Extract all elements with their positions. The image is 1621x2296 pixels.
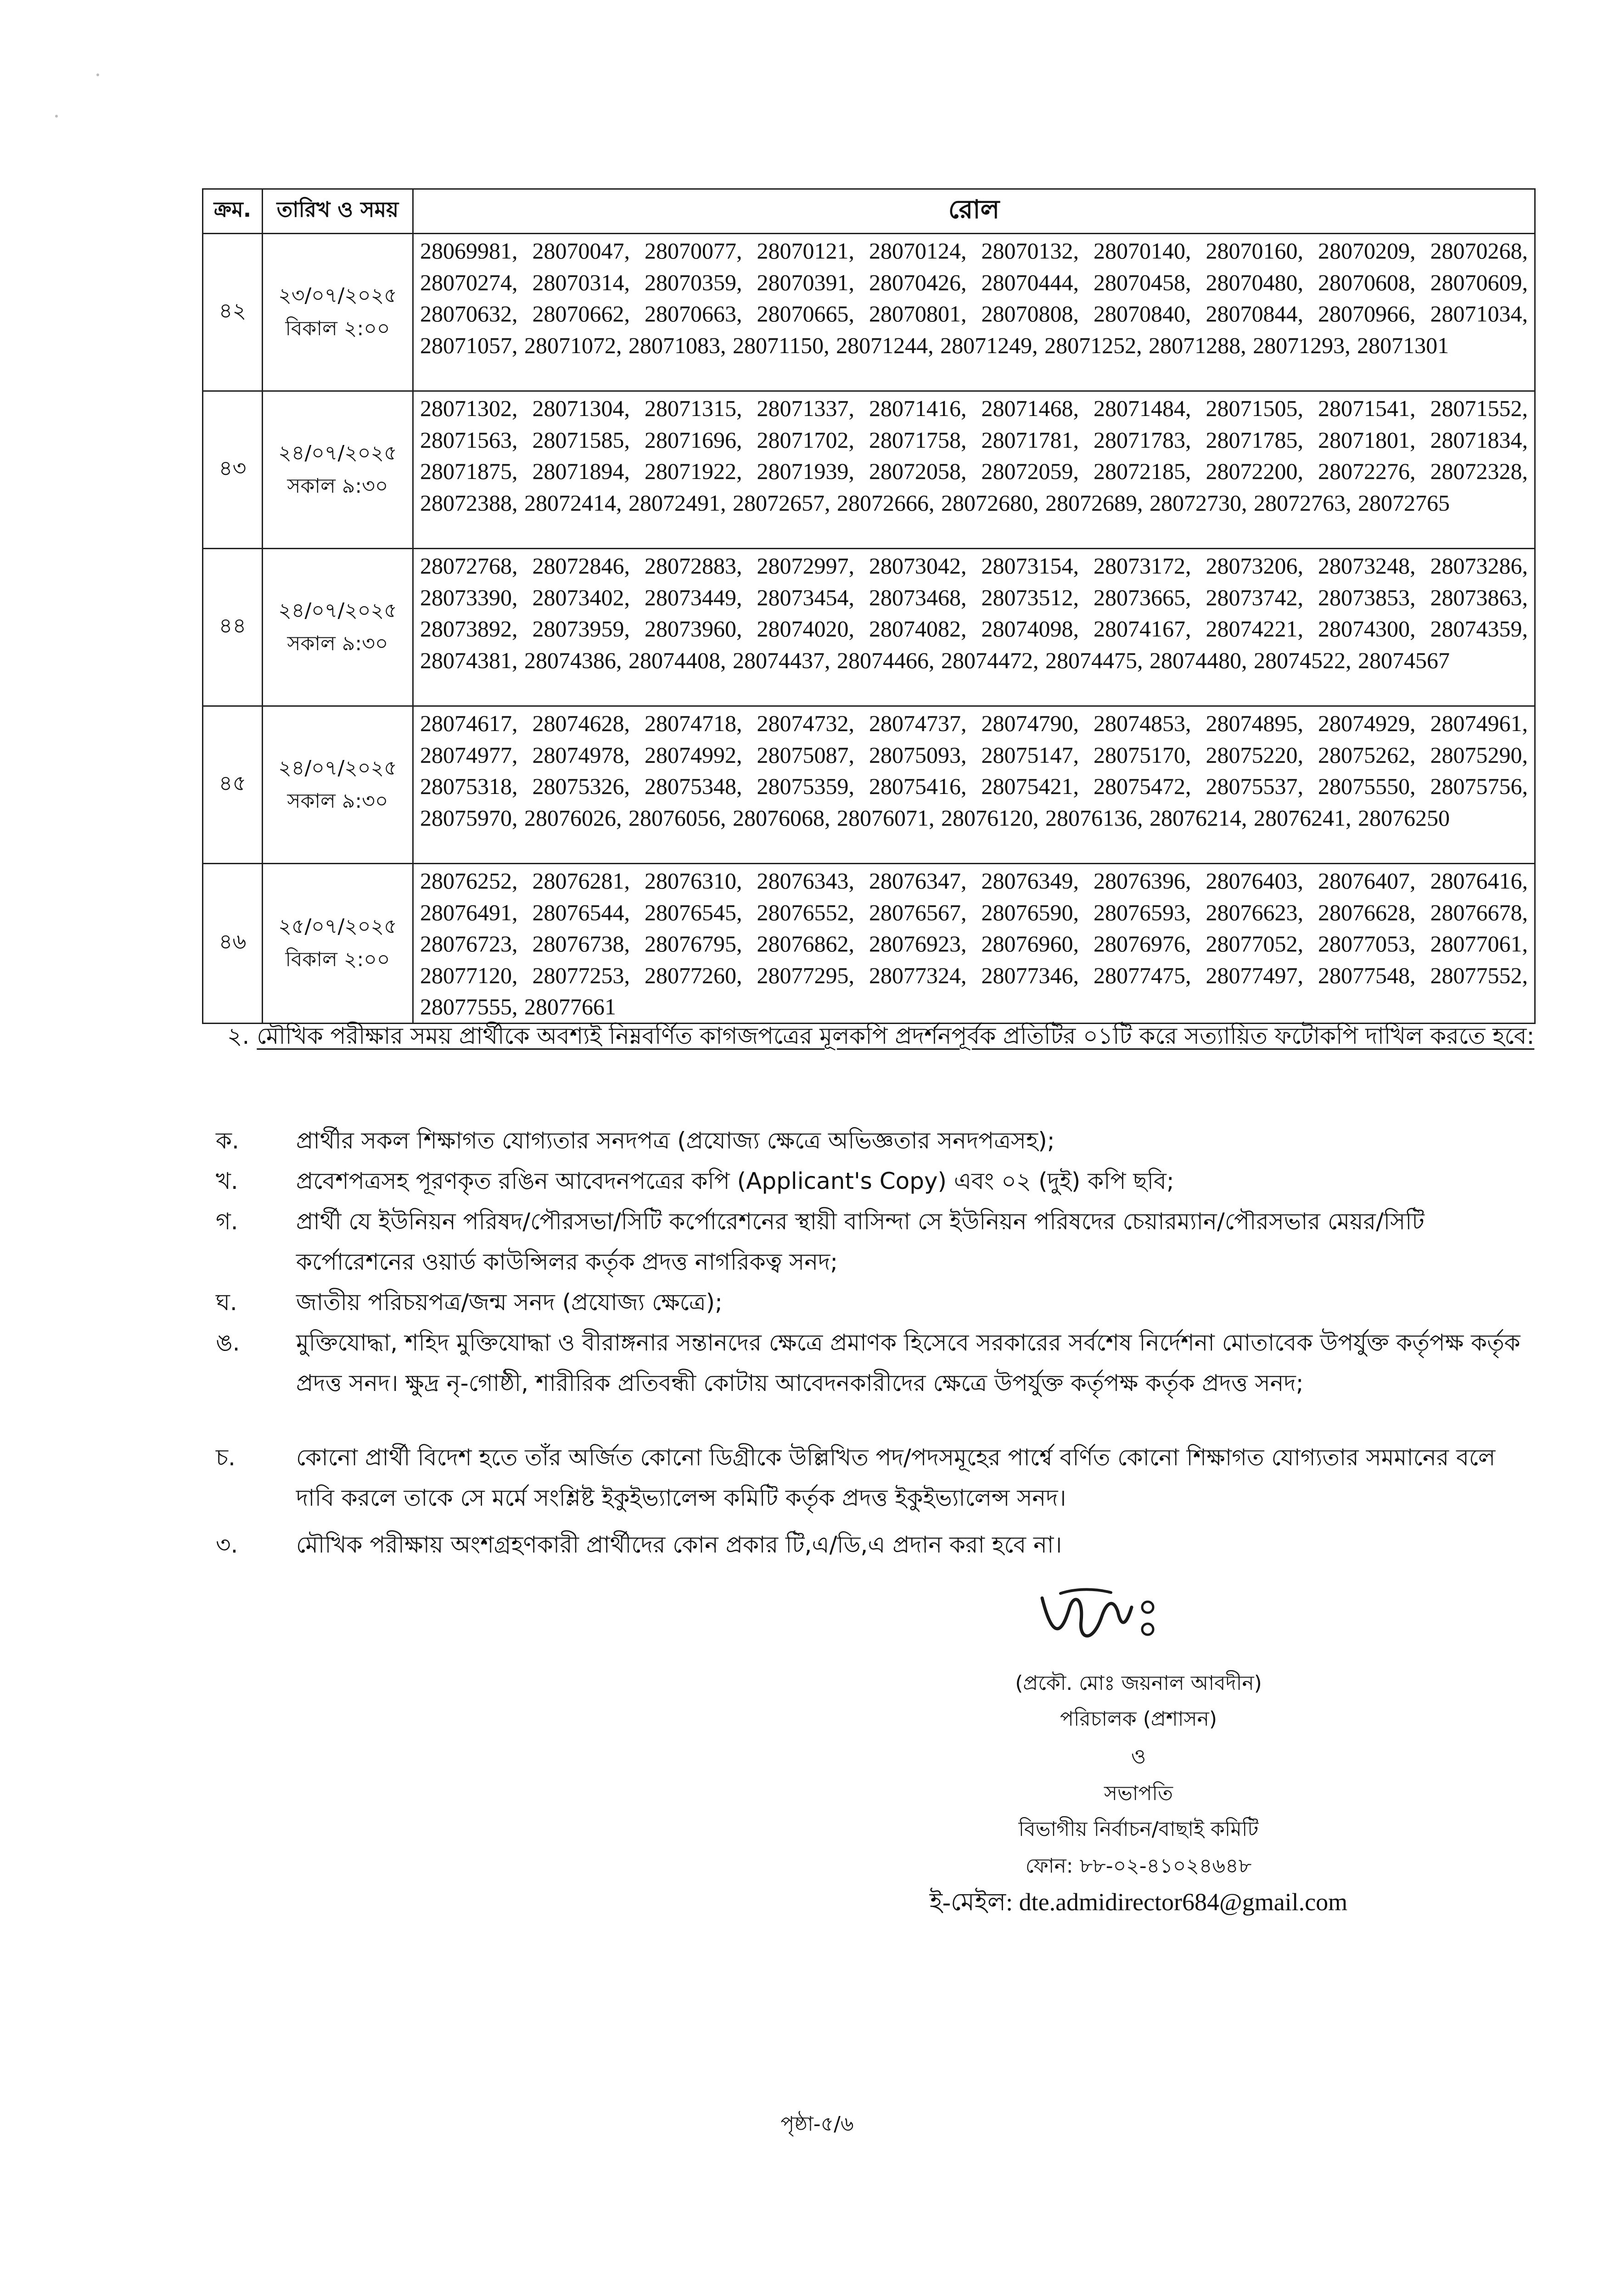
row-date: ২৪/০৭/২০২৫ [278,756,397,780]
table-row [203,549,1535,706]
document-item-mark: চ. [216,1444,236,1471]
header-serial: ক্রম. [203,189,263,234]
table-header-row [203,189,1535,234]
table-row [203,864,1535,1024]
row-time: সকাল ৯:৩০ [287,789,388,813]
row-datetime [263,706,413,864]
header-datetime: তারিখ ও সময় [263,189,413,234]
row-time: বিকাল ২:০০ [285,948,390,972]
page-number: পৃষ্ঠা-৫/৬ [780,2112,854,2136]
row-roll-numbers: 28074617, 28074628, 28074718, 28074732, 28074737, 28074790, 28074853, 28074895, 28074929, 28074961, 28074977, 28074978, 28074992, 28075087, 28075093, 28075147, 28075170, 28075220, 28075262, 28075290, 28075318, 28075326, 28075348, 28075359, 28075416, 28075421, 28075472, 28075537, 28075550, 28075756, 28075970, 28076026, 28076056, 28076068, 28076071, 28076120, 28076136, 28076214, 28076241, 28076250 [413,706,1535,864]
header-roll: রোল [413,189,1535,234]
row-roll-numbers: 28072768, 28072846, 28072883, 28072997, 28073042, 28073154, 28073172, 28073206, 28073248, 28073286, 28073390, 28073402, 28073449, 28073454, 28073468, 28073512, 28073665, 28073742, 28073853, 28073863, 28073892, 28073959, 28073960, 28074020, 28074082, 28074098, 28074167, 28074221, 28074300, 28074359, 28074381, 28074386, 28074408, 28074437, 28074466, 28074472, 28074475, 28074480, 28074522, 28074567 [413,549,1535,706]
row-roll-numbers: 28076252, 28076281, 28076310, 28076343, 28076347, 28076349, 28076396, 28076403, 28076407, 28076416, 28076491, 28076544, 28076545, 28076552, 28076567, 28076590, 28076593, 28076623, 28076628, 28076678, 28076723, 28076738, 28076795, 28076862, 28076923, 28076960, 28076976, 28077052, 28077053, 28077061, 28077120, 28077253, 28077260, 28077295, 28077324, 28077346, 28077475, 28077497, 28077548, 28077552, 28077555, 28077661 [413,864,1535,1024]
row-date: ২৪/০৭/২০২৫ [278,441,397,465]
row-roll-numbers: 28069981, 28070047, 28070077, 28070121, 28070124, 28070132, 28070140, 28070160, 28070209, 28070268, 28070274, 28070314, 28070359, 28070391, 28070426, 28070444, 28070458, 28070480, 28070608, 28070609, 28070632, 28070662, 28070663, 28070665, 28070801, 28070808, 28070840, 28070844, 28070966, 28071034, 28071057, 28071072, 28071083, 28071150, 28071244, 28071249, 28071252, 28071288, 28071293, 28071301 [413,234,1535,391]
document-item-mark: গ. [216,1208,238,1235]
row-date: ২৩/০৭/২০২৫ [278,284,397,307]
row-datetime [263,864,413,1024]
document-item-text: প্রবেশপত্রসহ পূরণকৃত রঙিন আবেদনপত্রের কপি (Applicant's Copy) এবং ০২ (দুই) কপি ছবি; [296,1168,1174,1194]
table-row [203,234,1535,391]
signatory-conjunction: ও [1131,1745,1146,1768]
row-date: ২৪/০৭/২০২৫ [278,599,397,622]
row-time: সকাল ৯:৩০ [287,474,388,498]
row-serial: ৪২ [203,234,263,391]
scan-speck [96,73,99,76]
instruction-3-number: ৩. [216,1531,238,1558]
scan-speck [55,115,58,118]
signatory-phone: ফোন: ৮৮-০২-৪১০২৪৬৪৮ [1025,1854,1252,1878]
signatory-role: সভাপতি [1104,1782,1173,1805]
instruction-2-text: মৌখিক পরীক্ষার সময় প্রার্থীকে অবশ্যই নিম্নবর্ণিত কাগজপত্রের মূলকপি প্রদর্শনপূর্বক প্রতিটির ০১টি করে সত্যায়িত ফটোকপি দাখিল করতে হবে: [257,1023,1535,1049]
row-serial: ৪৩ [203,391,263,549]
row-datetime [263,549,413,706]
signatory-email: ই-মেইল: dte.admidirector684@gmail.com [929,1888,1348,1916]
interview-schedule-table [202,188,1536,1024]
signatory-name: (প্রকৌ. মোঃ জয়নাল আবদীন) [1015,1671,1262,1695]
row-serial: ৪৫ [203,706,263,864]
instruction-2-number: ২. [227,1023,250,1049]
row-roll-numbers: 28071302, 28071304, 28071315, 28071337, 28071416, 28071468, 28071484, 28071505, 28071541, 28071552, 28071563, 28071585, 28071696, 28071702, 28071758, 28071781, 28071783, 28071785, 28071801, 28071834, 28071875, 28071894, 28071922, 28071939, 28072058, 28072059, 28072185, 28072200, 28072276, 28072328, 28072388, 28072414, 28072491, 28072657, 28072666, 28072680, 28072689, 28072730, 28072763, 28072765 [413,391,1535,549]
signatory-committee: বিভাগীয় নির্বাচন/বাছাই কমিটি [1018,1818,1259,1841]
document-item-mark: ঙ. [216,1329,240,1356]
document-item-text: জাতীয় পরিচয়পত্র/জন্ম সনদ (প্রযোজ্য ক্ষেত্রে); [296,1289,723,1316]
instruction-3-text: মৌখিক পরীক্ষায় অংশগ্রহণকারী প্রার্থীদের কোন প্রকার টি,এ/ডি,এ প্রদান করা হবে না। [296,1531,1062,1558]
table-row [203,391,1535,549]
document-item-text: কোনো প্রার্থী বিদেশ হতে তাঁর অর্জিত কোনো ডিগ্রীকে উল্লিখিত পদ/পদসমূহের পার্শ্বে বর্ণিত কোনো শিক্ষাগত যোগ্যতার সমমানের বলে দাবি করলে তাকে সে মর্মে সংশ্লিষ্ট ইকুইভ্যালেন্স কমিটি কর্তৃক প্রদত্ত ইকুইভ্যালেন্স সনদ। [296,1444,1496,1511]
row-serial: ৪৬ [203,864,263,1024]
row-datetime [263,391,413,549]
row-serial: ৪৪ [203,549,263,706]
document-item-text: প্রার্থী যে ইউনিয়ন পরিষদ/পৌরসভা/সিটি কর্পোরেশনের স্থায়ী বাসিন্দা সে ইউনিয়ন পরিষদের চেয়ারম্যান/পৌরসভার মেয়র/সিটি কর্পোরেশনের ওয়ার্ড কাউন্সিলর কর্তৃক প্রদত্ত নাগরিকত্ব সনদ; [296,1208,1425,1275]
handwritten-signature-icon [1033,1580,1171,1653]
signatory-designation: পরিচালক (প্রশাসন) [1060,1707,1217,1731]
document-item-text: মুক্তিযোদ্ধা, শহিদ মুক্তিযোদ্ধা ও বীরাঙ্গনার সন্তানদের ক্ষেত্রে প্রমাণক হিসেবে সরকারের সর্বশেষ নির্দেশনা মোতাবেক উপর্যুক্ত কর্তৃপক্ষ কর্তৃক প্রদত্ত সনদ। ক্ষুদ্র নৃ-গোষ্ঠী, শারীরিক প্রতিবন্ধী কোটায় আবেদনকারীদের ক্ষেত্রে উপর্যুক্ত কর্তৃপক্ষ কর্তৃক প্রদত্ত সনদ; [296,1329,1520,1396]
document-item-mark: ঘ. [216,1289,237,1316]
document-item-mark: খ. [216,1168,238,1194]
row-time: সকাল ৯:৩০ [287,632,388,655]
document-item-mark: ক. [216,1127,239,1154]
row-date: ২৫/০৭/২০২৫ [278,915,397,939]
document-item-text: প্রার্থীর সকল শিক্ষাগত যোগ্যতার সনদপত্র (প্রযোজ্য ক্ষেত্রে অভিজ্ঞতার সনদপত্রসহ); [296,1127,1055,1154]
instruction-2 [227,1015,1536,1057]
row-datetime [263,234,413,391]
table-row [203,706,1535,864]
row-time: বিকাল ২:০০ [285,317,390,340]
